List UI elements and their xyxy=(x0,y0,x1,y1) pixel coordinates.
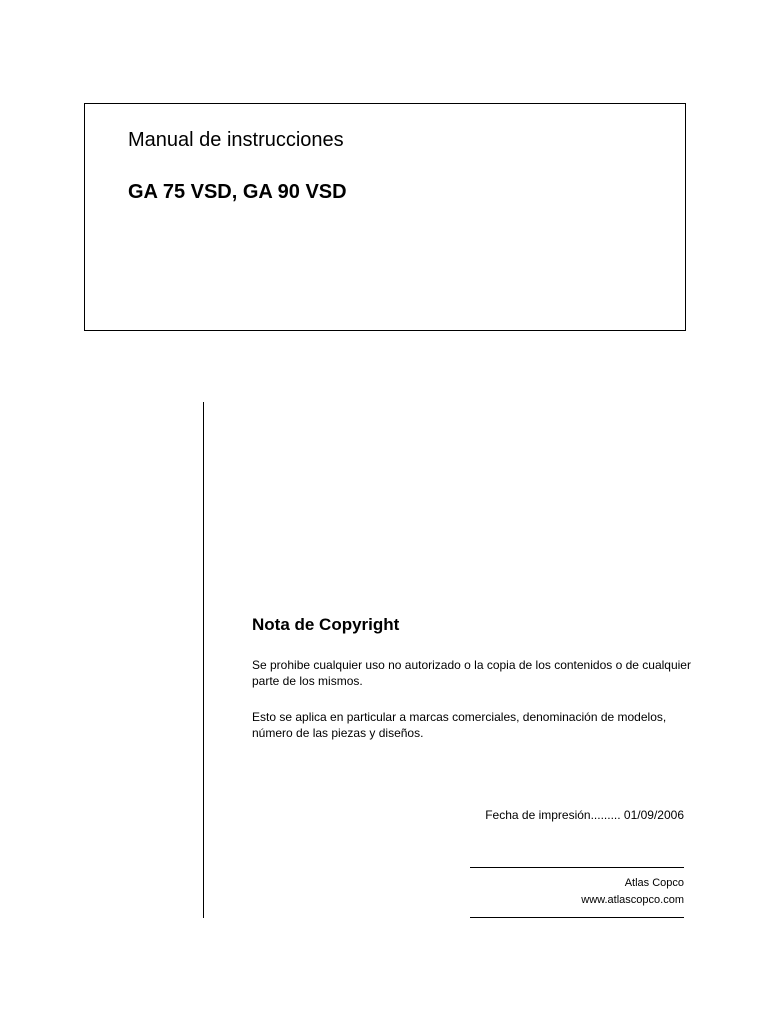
footer-divider-bottom xyxy=(470,917,684,918)
footer-divider-top xyxy=(470,867,684,868)
copyright-heading: Nota de Copyright xyxy=(252,615,400,634)
model-names: GA 75 VSD, GA 90 VSD xyxy=(128,181,347,203)
copyright-paragraph: Esto se aplica en particular a marcas comerciales, denominación de modelos, número de las piezas y diseños. xyxy=(252,710,667,740)
document-type-title: Manual de instrucciones xyxy=(128,129,344,151)
company-website: www.atlascopco.com xyxy=(581,894,684,906)
vertical-divider xyxy=(203,402,204,918)
company-name: Atlas Copco xyxy=(624,877,684,889)
print-date: Fecha de impresión......... 01/09/2006 xyxy=(485,808,684,822)
copyright-paragraph: Se prohibe cualquier uso no autorizado o la copia de los contenidos o de cualquier parte de los mismos. xyxy=(252,658,691,688)
title-box xyxy=(84,103,686,331)
